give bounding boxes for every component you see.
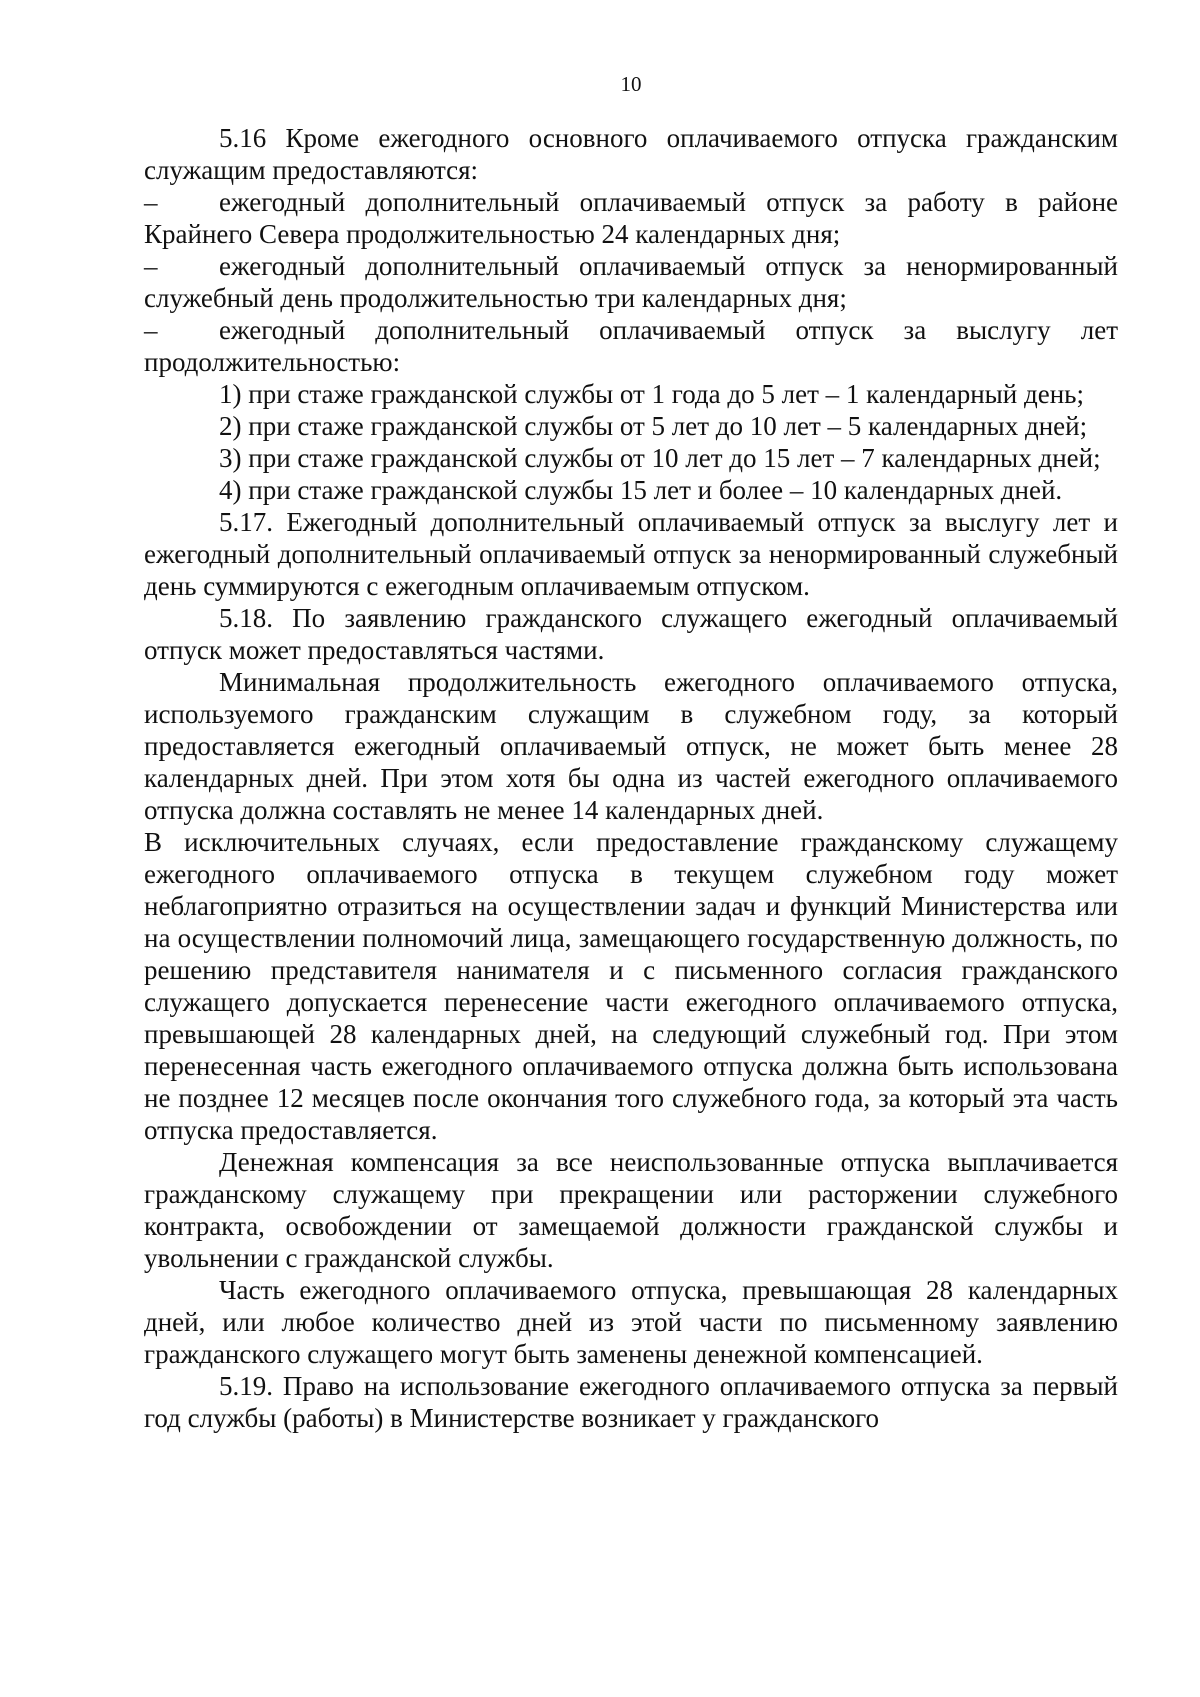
document-body: [144, 122, 1118, 1434]
paragraph-text: 3) при стаже гражданской службы от 10 лет до 15 лет – 7 календарных дней;: [219, 443, 1101, 473]
paragraph: [144, 410, 1118, 442]
paragraph-text: ежегодный дополнительный оплачиваемый отпуск за работу в районе Крайнего Севера продолжительностью 24 календарных дня;: [144, 187, 1118, 249]
list-dash: –: [144, 251, 158, 281]
paragraph-text: 2) при стаже гражданской службы от 5 лет до 10 лет – 5 календарных дней;: [219, 411, 1088, 441]
paragraph-text: 5.18. По заявлению гражданского служащего ежегодный оплачиваемый отпуск может предоставляться частями.: [144, 603, 1118, 665]
paragraph: [144, 666, 1118, 826]
paragraph: [144, 122, 1118, 186]
paragraph-text: 5.17. Ежегодный дополнительный оплачиваемый отпуск за выслугу лет и ежегодный дополнительный оплачиваемый отпуск за ненормированный служебный день суммируются с ежегодным оплачиваемым отпуском.: [144, 507, 1118, 601]
paragraph-text: 5.16 Кроме ежегодного основного оплачиваемого отпуска гражданским служащим предоставляются:: [144, 123, 1118, 185]
paragraph: [144, 474, 1118, 506]
list-dash: –: [144, 187, 158, 217]
paragraph: [144, 442, 1118, 474]
paragraph-text: ежегодный дополнительный оплачиваемый отпуск за выслугу лет продолжительностью:: [144, 315, 1118, 377]
paragraph: [144, 1370, 1118, 1434]
paragraph: [144, 1274, 1118, 1370]
paragraph: [144, 506, 1118, 602]
paragraph-text: Часть ежегодного оплачиваемого отпуска, превышающая 28 календарных дней, или любое количество дней из этой части по письменному заявлению гражданского служащего могут быть заменены денежной компенсацией.: [144, 1275, 1118, 1369]
paragraph-text: Минимальная продолжительность ежегодного оплачиваемого отпуска, используемого гражданским служащим в служебном году, за который предоставляется ежегодный оплачиваемый отпуск, не может быть менее 28 календарных дней. При этом хотя бы одна из частей ежегодного оплачиваемого отпуска должна составлять не менее 14 календарных дней.: [144, 667, 1118, 825]
paragraph-text: 1) при стаже гражданской службы от 1 года до 5 лет – 1 календарный день;: [219, 379, 1084, 409]
paragraph: [144, 186, 1118, 250]
paragraph-text: Денежная компенсация за все неиспользованные отпуска выплачивается гражданскому служащему при прекращении или расторжении служебного контракта, освобождении от замещаемой должности гражданской службы и увольнении с гражданской службы.: [144, 1147, 1118, 1273]
paragraph: [144, 314, 1118, 378]
paragraph: [144, 378, 1118, 410]
paragraph-text: 4) при стаже гражданской службы 15 лет и более – 10 календарных дней.: [219, 475, 1063, 505]
paragraph: [144, 1146, 1118, 1274]
paragraph-text: В исключительных случаях, если предоставление гражданскому служащему ежегодного оплачиваемого отпуска в текущем служебном году может неблагоприятно отразиться на осуществлении задач и функций Министерства или на осуществлении полномочий лица, замещающего государственную должность, по решению представителя нанимателя и с письменного согласия гражданского служащего допускается перенесение части ежегодного оплачиваемого отпуска, превышающей 28 календарных дней, на следующий служебный год. При этом перенесенная часть ежегодного оплачиваемого отпуска должна быть использована не позднее 12 месяцев после окончания того служебного года, за который эта часть отпуска предоставляется.: [144, 827, 1118, 1145]
paragraph: [144, 250, 1118, 314]
list-dash: –: [144, 315, 158, 345]
paragraph: [144, 826, 1118, 1146]
page-number: 10: [620, 72, 642, 96]
paragraph-text: ежегодный дополнительный оплачиваемый отпуск за ненормированный служебный день продолжительностью три календарных дня;: [144, 251, 1118, 313]
paragraph: [144, 602, 1118, 666]
paragraph-text: 5.19. Право на использование ежегодного оплачиваемого отпуска за первый год службы (работы) в Министерстве возникает у гражданского: [144, 1371, 1118, 1433]
